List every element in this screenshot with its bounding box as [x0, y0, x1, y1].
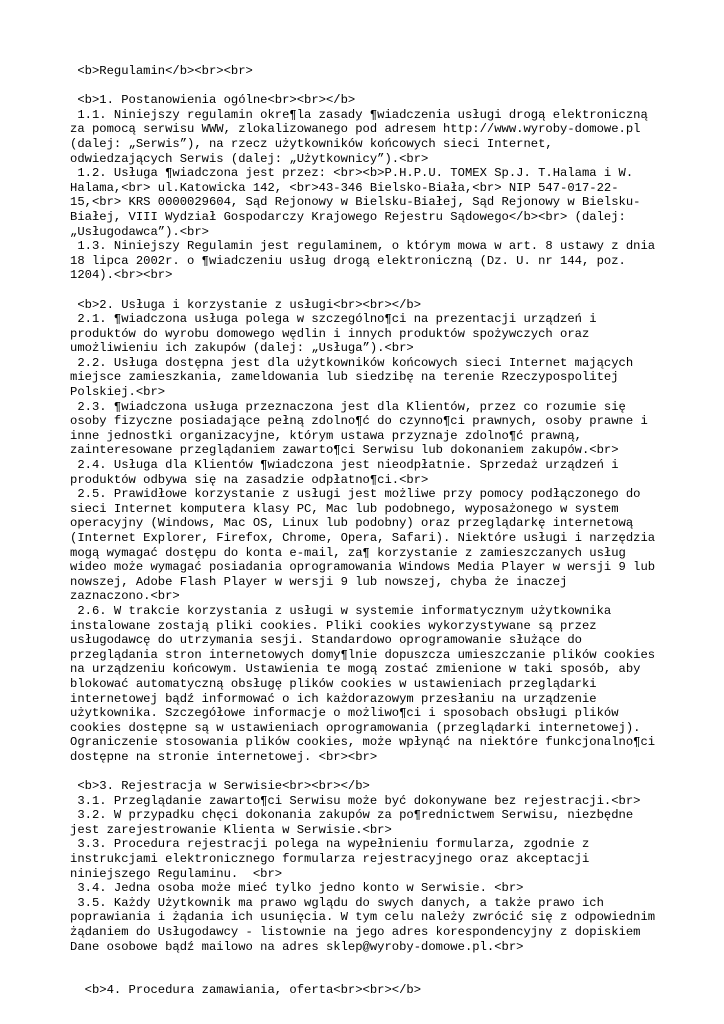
blank-line	[70, 765, 704, 780]
section-2-service-usage: <b>2. Usługa i korzystanie z usługi<br><br></b> 2.1. ¶wiadczona usługa polega w szczególno¶ci na prezentacji urządzeń i produktów do wyrobu domowego wędlin i innych produktów spożywczych oraz umożliwieniu ich zakupów (dalej: „Usługa”).<br> 2.2. Usługa dostępna jest dla użytkowników końcowych sieci Internet mających miejsce zamieszkania, zameldowania lub siedzibę na terenie Rzeczypospolitej Polskiej.<br> 2.3. ¶wiadczona usługa przeznaczona jest dla Klientów, przez co rozumie się osoby fizyczne posiadające pełną zdolno¶ć do czynno¶ci prawnych, osoby prawne i inne jednostki organizacyjne, którym ustawa przyznaje zdolno¶ć prawną, zainteresowane przeglądaniem zawarto¶ci Serwisu lub dokonaniem zakupów.<br> 2.4. Usługa dla Klientów ¶wiadczona jest nieodpłatnie. Sprzedaż urządzeń i produktów odbywa się na zasadzie odpłatno¶ci.<br> 2.5. Prawidłowe korzystanie z usługi jest możliwe przy pomocy podłączonego do sieci Internet komputera klasy PC, Mac lub podobnego, wyposażonego w system operacyjny (Windows, Mac OS, Linux lub podobny) oraz przeglądarkę internetową (Internet Explorer, Firefox, Chrome, Opera, Safari). Niektóre usługi i narzędzia mogą wymagać dostępu do konta e-mail, za¶ korzystanie z zamieszczanych usług wideo może wymagać posiadania oprogramowania Windows Media Player w wersji 9 lub nowszej, Adobe Flash Player w wersji 9 lub nowszej, chyba że inaczej zaznaczono.<br> 2.6. W trakcie korzystania z usługi w systemie informatycznym użytkownika instalowane zostają pliki cookies. Pliki cookies wykorzystywane są przez usługodawcę do utrzymania sesji. Standardowo oprogramowanie służące do przeglądania stron internetowych domy¶lnie dopuszcza umieszczanie plików cookies na urządzeniu końcowym. Ustawienia te mogą zostać zmienione w taki sposób, aby blokować automatyczną obsługę plików cookies w ustawieniach przeglądarki internetowej bądź informować o ich każdorazowym przesłaniu na urządzenie użytkownika. Szczegółowe informacje o możliwo¶ci i sposobach obsługi plików cookies dostępne są w ustawieniach oprogramowania (przeglądarki internetowej). Ograniczenie stosowania plików cookies, może wpłynąć na niektóre funkcjonalno¶ci dostępne na stronie internetowej. <br><br>	[70, 297, 656, 764]
section-1-general-provisions: <b>1. Postanowienia ogólne<br><br></b> 1.1. Niniejszy regulamin okre¶la zasady ¶wiadczenia usługi drogą elektroniczną za pomocą serwisu WWW, zlokalizowanego pod adresem http://www.wyroby-domowe.pl (dalej: „Serwis”), na rzecz użytkowników końcowych sieci Internet, odwiedzających Serwis (dalej: „Użytkownicy”).<br> 1.2. Usługa ¶wiadczona jest przez: <br><b>P.H.P.U. TOMEX Sp.J. T.Halama i W. Halama,<br> ul.Katowicka 142, <br>43-346 Bielsko-Biała,<br> NIP 547-017-22- 15,<br> KRS 0000029604, Sąd Rejonowy w Bielsku-Białej, Sąd Rejonowy w Bielsku- Białej, VIII Wydział Gospodarczy Krajowego Rejestru Sądowego</b><br> (dalej: „Usługodawca”).<br> 1.3. Niniejszy Regulamin jest regulaminem, o którym mowa w art. 8 ustawy z dnia 18 lipca 2002r. o ¶wiadczeniu usług drogą elektroniczną (Dz. U. nr 144, poz. 1204).<br><br>	[70, 93, 656, 283]
blank-line	[70, 79, 704, 94]
blank-line	[70, 969, 704, 984]
section-4-heading: <b>4. Procedura zamawiania, oferta<br><br></b>	[70, 983, 422, 998]
section-3-registration: <b>3. Rejestracja w Serwisie<br><br></b> 3.1. Przeglądanie zawarto¶ci Serwisu może być dokonywane bez rejestracji.<br> 3.2. W przypadku chęci dokonania zakupów za po¶rednictwem Serwisu, niezbędne jest zarejestrowanie Klienta w Serwisie.<br> 3.3. Procedura rejestracji polega na wypełnieniu formularza, zgodnie z instrukcjami elektronicznego formularza rejestracyjnego oraz akceptacji niniejszego Regulaminu. <br> 3.4. Jedna osoba może mieć tylko jedno konto w Serwisie. <br> 3.5. Każdy Użytkownik ma prawo wglądu do swych danych, a także prawo ich poprawiania i żądania ich usunięcia. W tym celu należy zwrócić się z odpowiednim żądaniem do Usługodawcy - listownie na jego adres korespondencyjny z dopiskiem Dane osobowe bądź mailowo na adres sklep@wyroby-domowe.pl.<br>	[70, 779, 656, 954]
document-title: <b>Regulamin</b><br><br>	[70, 64, 253, 78]
blank-line	[70, 954, 704, 969]
blank-line	[70, 283, 704, 298]
